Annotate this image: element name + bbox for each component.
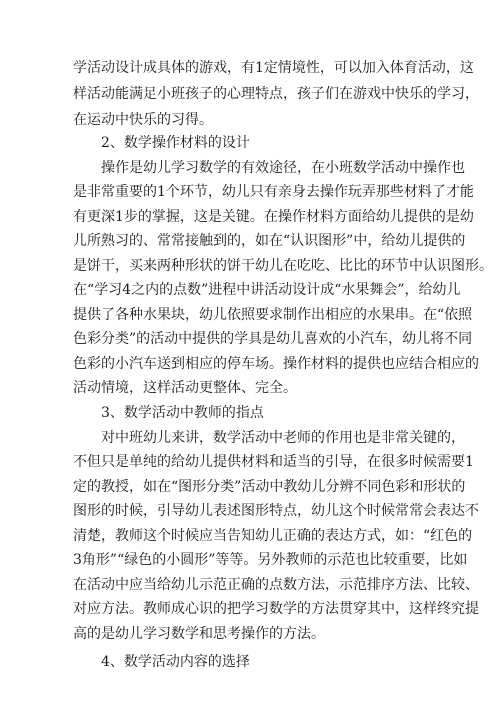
text-line: 不但只是单纯的给幼儿提供材料和适当的引导，在很多时候需要1 — [73, 454, 474, 470]
text-line: 学活动设计成具体的游戏，有1定情境性，可以加入体育活动，这 — [73, 60, 474, 76]
text-line: 对中班幼儿来讲，数学活动中老师的作用也是非常关键的， — [101, 430, 465, 446]
text-line: 清楚，教师这个时候应当告知幼儿正确的表达方式，如：“红色的 — [73, 528, 473, 544]
text-line: 样活动能满足小班孩子的心理特点，孩子们在游戏中快乐的学习， — [73, 86, 479, 102]
text-line: 色彩分类”的活动中提供的学具是幼儿喜欢的小汽车，幼儿将不同 — [73, 331, 473, 347]
section-heading: 2、数学操作材料的设计 — [101, 135, 250, 151]
text-line: 有更深1步的掌握，这是关键。在操作材料方面给幼儿提供的是幼 — [73, 209, 474, 225]
text-line: 3角形”“绿色的小圆形”等等。另外教师的示范也比较重要，比如 — [73, 552, 468, 568]
section-heading: 4、数学活动内容的选择 — [101, 654, 250, 670]
text-line: 定的教授，如在“图形分类”活动中教幼儿分辨不同色彩和形状的 — [73, 479, 466, 495]
text-line: 是饼干，买来两种形状的饼干幼儿在吃吃、比比的环节中认识图形。 — [73, 258, 493, 274]
text-line: 在“学习4之内的点数”进程中讲活动设计成“水果舞会”，给幼儿 — [73, 282, 461, 298]
text-line: 操作是幼儿学习数学的有效途径，在小班数学活动中操作也 — [101, 160, 465, 176]
text-line: 对应方法。教师成心识的把学习数学的方法贯穿其中，这样终究提 — [73, 601, 479, 617]
text-line: 在活动中应当给幼儿示范正确的点数方法，示范排序方法、比较、 — [73, 577, 479, 593]
text-line: 在运动中快乐的习得。 — [73, 112, 213, 128]
text-line: 图形的时候，引导幼儿表述图形特点，幼儿这个时候常常会表达不 — [73, 503, 479, 519]
text-line: 儿所熟习的、常常接触到的，如在“认识图形”中，给幼儿提供的 — [73, 233, 466, 249]
text-line: 色彩的小汽车送到相应的停车场。操作材料的提供也应结合相应的 — [73, 356, 479, 372]
section-heading: 3、数学活动中教师的指点 — [101, 405, 264, 421]
text-line: 提供了各种水果块，幼儿依照要求制作出相应的水果串。在“依照 — [73, 307, 473, 323]
text-line: 是非常重要的1个环节，幼儿只有亲身去操作玩弄那些材料了才能 — [73, 184, 474, 200]
text-line: 高的是幼儿学习数学和思考操作的方法。 — [73, 626, 325, 642]
text-line: 活动情境，这样活动更整体、完全。 — [73, 380, 297, 396]
